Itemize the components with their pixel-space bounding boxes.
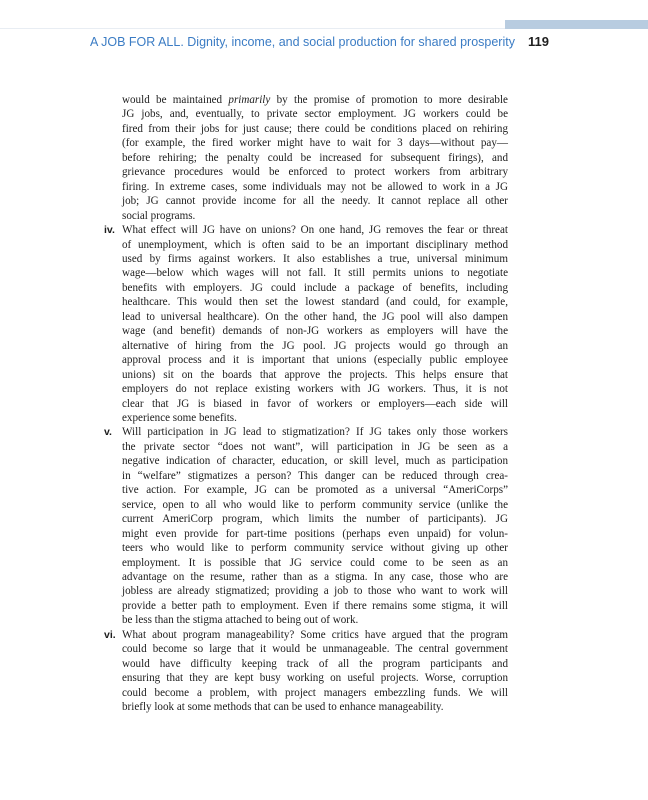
paragraph xyxy=(122,93,508,223)
text-line xyxy=(122,382,508,396)
text-run: would be maintained xyxy=(122,94,229,106)
text-run: alternative of hiring from the JG pool. JG projects would go through an xyxy=(122,339,508,352)
text-run: provide a better path to employment. Even if there remains some stigma, it will xyxy=(122,599,508,612)
text-run: be less than the stigma attached to being out of work. xyxy=(122,614,359,627)
text-run: (for example, the fired worker might have to wait for 3 days—without pay— xyxy=(122,137,508,150)
text-line xyxy=(122,570,508,584)
text-line xyxy=(122,107,508,121)
text-run: used by firms against workers. It also establishes a true, universal minimum xyxy=(122,252,508,265)
text-line xyxy=(122,657,508,671)
text-line xyxy=(122,266,508,280)
text-line xyxy=(122,136,508,150)
running-head: A JOB FOR ALL. Dignity, income, and social production for shared prosperity xyxy=(90,35,515,49)
text-line xyxy=(122,527,508,541)
text-run: the private sector “does not want”, will participation in JG be seen as a xyxy=(122,440,508,453)
text-line xyxy=(122,238,508,252)
text-line xyxy=(122,613,508,627)
text-line xyxy=(122,469,508,483)
text-line xyxy=(122,194,508,208)
text-run: social programs. xyxy=(122,209,196,222)
paragraph xyxy=(104,628,508,715)
text-run: Will participation in JG lead to stigmatization? If JG takes only those workers xyxy=(122,426,508,439)
text-line xyxy=(122,425,508,439)
text-run: briefly look at some methods that can be used to enhance manageability. xyxy=(122,701,444,714)
list-numeral: v. xyxy=(104,426,112,439)
list-numeral: iv. xyxy=(104,224,115,237)
text-line xyxy=(122,584,508,598)
text-run: of unemployment, which is often said to be an important disciplinary method xyxy=(122,238,508,251)
text-run: clear that JG is biased in favor of workers or employers—each side will xyxy=(122,397,508,410)
text-run: job; JG cannot provide income for all the needy. It cannot replace all other xyxy=(122,195,508,208)
text-line xyxy=(122,700,508,714)
emphasis: primarily xyxy=(228,94,271,106)
text-run: tive action. For example, JG can be promoted as a universal “AmeriCorps” xyxy=(122,484,508,497)
body-text xyxy=(104,93,508,714)
text-line xyxy=(122,483,508,497)
paragraph xyxy=(104,223,508,425)
text-run: current AmeriCorp program, which limits the number of participants). JG xyxy=(122,513,508,526)
text-run: What about program manageability? Some critics have argued that the program xyxy=(122,628,508,641)
text-line xyxy=(122,642,508,656)
text-line xyxy=(122,252,508,266)
text-run: would have difficulty keeping track of all the program participants and xyxy=(122,657,508,670)
text-line xyxy=(122,339,508,353)
text-run: ensuring that they are kept busy working on useful projects. Worse, corruption xyxy=(122,672,508,685)
text-run: firing. In extreme cases, some individuals may not be allowed to work in a JG xyxy=(122,180,508,193)
text-run: unions) sit on the boards that approve the projects. This helps ensure that xyxy=(122,368,508,381)
text-line xyxy=(122,671,508,685)
text-line xyxy=(122,281,508,295)
text-run: JG jobs, and, eventually, to private sector employment. JG workers could be xyxy=(122,108,508,121)
text-line xyxy=(122,411,508,425)
text-run: service, open to all who would like to perform community service (unlike the xyxy=(122,498,508,511)
text-line xyxy=(122,454,508,468)
text-run: employers do not replace existing workers with JG workers. Thus, it is not xyxy=(122,383,508,396)
text-run: advantage on the resume, rather than as a stigma. In any case, those who are xyxy=(122,570,508,583)
text-line xyxy=(122,556,508,570)
list-numeral: vi. xyxy=(104,628,116,641)
text-run: What effect will JG have on unions? On one hand, JG removes the fear or threat xyxy=(122,224,508,237)
text-run: could become so large that it would be unmanageable. The central government xyxy=(122,643,508,656)
text-run: might even provide for part-time positions (perhaps even unpaid) for volun- xyxy=(122,527,508,540)
text-run: wage (and benefit) demands of non-JG workers as employers will have the xyxy=(122,325,508,338)
text-run: benefits with employers. JG could include a package of benefits, including xyxy=(122,281,508,294)
text-run: experience some benefits. xyxy=(122,411,237,424)
text-line xyxy=(122,295,508,309)
text-run: before rehiring; the penalty could be increased for subsequent firings), and xyxy=(122,151,508,164)
text-line xyxy=(122,180,508,194)
text-line xyxy=(122,440,508,454)
text-line xyxy=(122,93,508,107)
text-line xyxy=(122,223,508,237)
text-line xyxy=(122,353,508,367)
paragraph xyxy=(104,425,508,627)
text-line xyxy=(122,324,508,338)
text-run: employment. It is possible that JG service could come to be seen as an xyxy=(122,556,508,569)
text-line xyxy=(122,151,508,165)
text-line xyxy=(122,498,508,512)
text-run: teers who would like to perform community service without giving up other xyxy=(122,542,508,555)
text-run: negative indication of character, education, or skill level, much as participation xyxy=(122,455,508,468)
text-line xyxy=(122,122,508,136)
text-run: in “welfare” stigmatizes a person? This danger can be reduced through crea- xyxy=(122,469,508,482)
text-line xyxy=(122,368,508,382)
text-line xyxy=(122,599,508,613)
text-line xyxy=(122,628,508,642)
text-line xyxy=(122,209,508,223)
text-run: lead to universal healthcare). On the other hand, the JG pool will also dampen xyxy=(122,310,508,323)
text-run: by the promise of promotion to more desirable xyxy=(270,94,508,106)
text-line xyxy=(122,512,508,526)
text-run: fired from their jobs for just cause; there could be conditions placed on rehiring xyxy=(122,122,508,135)
text-run: jobless are already stigmatized; providing a job to those who want to work will xyxy=(122,585,508,598)
text-run: grievance procedures would be enforced to protect workers from arbitrary xyxy=(122,166,508,179)
text-line xyxy=(122,397,508,411)
header-accent-bar xyxy=(505,20,648,29)
text-line xyxy=(122,541,508,555)
text-line xyxy=(122,310,508,324)
text-line xyxy=(122,165,508,179)
text-run: could become a problem, with project managers embezzling funds. We will xyxy=(122,686,508,699)
text-run: wage—below which wages will not fall. It still permits unions to negotiate xyxy=(122,267,508,280)
page-number: 119 xyxy=(528,34,549,49)
text-run: healthcare. This would then set the lowest standard (and could, for example, xyxy=(122,296,508,309)
text-run: approval process and it is important that unions (especially public employee xyxy=(122,354,508,367)
text-line xyxy=(122,686,508,700)
